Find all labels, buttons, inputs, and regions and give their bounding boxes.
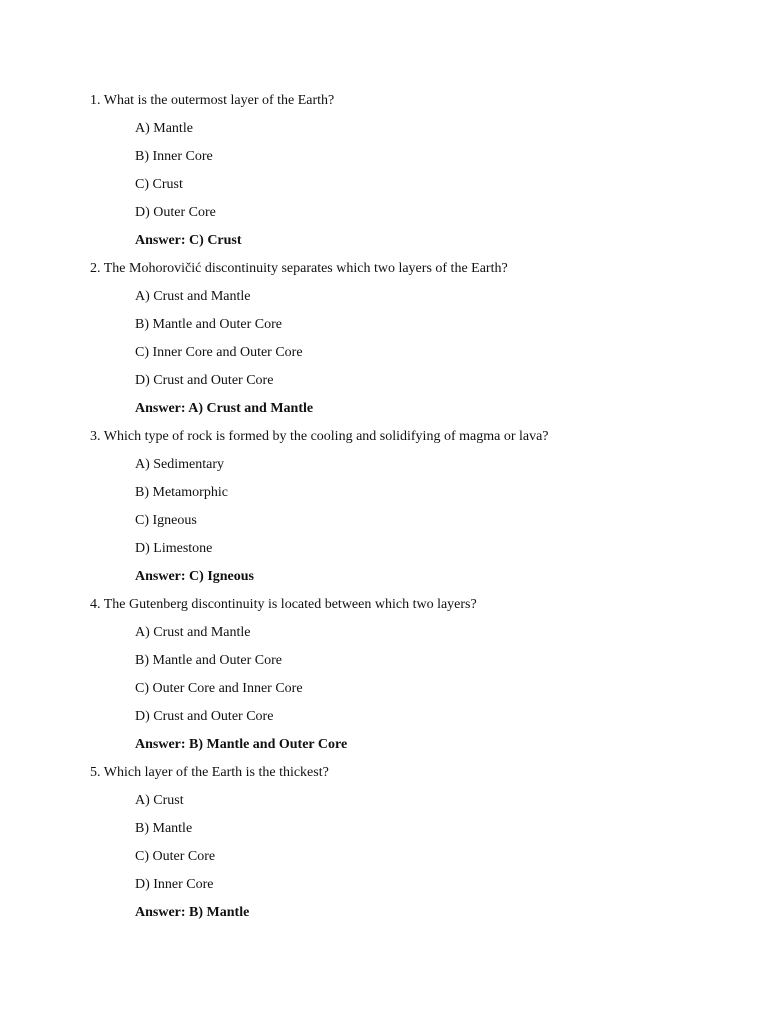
- question-5: [90, 759, 730, 927]
- option-d: D) Limestone: [135, 541, 213, 556]
- option-b: B) Mantle and Outer Core: [135, 317, 282, 332]
- option-d: D) Outer Core: [135, 205, 216, 220]
- option-c: C) Outer Core and Inner Core: [135, 681, 303, 696]
- option-a: A) Mantle: [135, 121, 193, 136]
- option-a: A) Crust: [135, 793, 184, 808]
- answer-line: Answer: C) Igneous: [135, 569, 254, 584]
- question-text: 3. Which type of rock is formed by the cooling and solidifying of magma or lava?: [90, 429, 549, 444]
- answer-line: Answer: B) Mantle: [135, 905, 250, 920]
- option-c: C) Igneous: [135, 513, 197, 528]
- option-d: D) Crust and Outer Core: [135, 709, 274, 724]
- question-text: 4. The Gutenberg discontinuity is located between which two layers?: [90, 597, 477, 612]
- question-text: 1. What is the outermost layer of the Earth?: [90, 93, 335, 108]
- option-b: B) Inner Core: [135, 149, 213, 164]
- question-text: 2. The Mohorovičić discontinuity separates which two layers of the Earth?: [90, 261, 508, 276]
- question-4: [90, 591, 730, 759]
- question-3: [90, 423, 730, 591]
- question-list: [90, 87, 730, 927]
- option-d: D) Inner Core: [135, 877, 214, 892]
- question-text: 5. Which layer of the Earth is the thickest?: [90, 765, 329, 780]
- answer-line: Answer: C) Crust: [135, 233, 242, 248]
- option-a: A) Crust and Mantle: [135, 625, 251, 640]
- option-b: B) Metamorphic: [135, 485, 228, 500]
- option-a: A) Sedimentary: [135, 457, 225, 472]
- question-1: [90, 87, 730, 255]
- question-2: [90, 255, 730, 423]
- option-d: D) Crust and Outer Core: [135, 373, 274, 388]
- answer-line: Answer: A) Crust and Mantle: [135, 401, 314, 416]
- option-c: C) Outer Core: [135, 849, 216, 864]
- option-c: C) Crust: [135, 177, 183, 192]
- option-b: B) Mantle and Outer Core: [135, 653, 282, 668]
- option-c: C) Inner Core and Outer Core: [135, 345, 303, 360]
- option-a: A) Crust and Mantle: [135, 289, 251, 304]
- option-b: B) Mantle: [135, 821, 193, 836]
- answer-line: Answer: B) Mantle and Outer Core: [135, 737, 348, 752]
